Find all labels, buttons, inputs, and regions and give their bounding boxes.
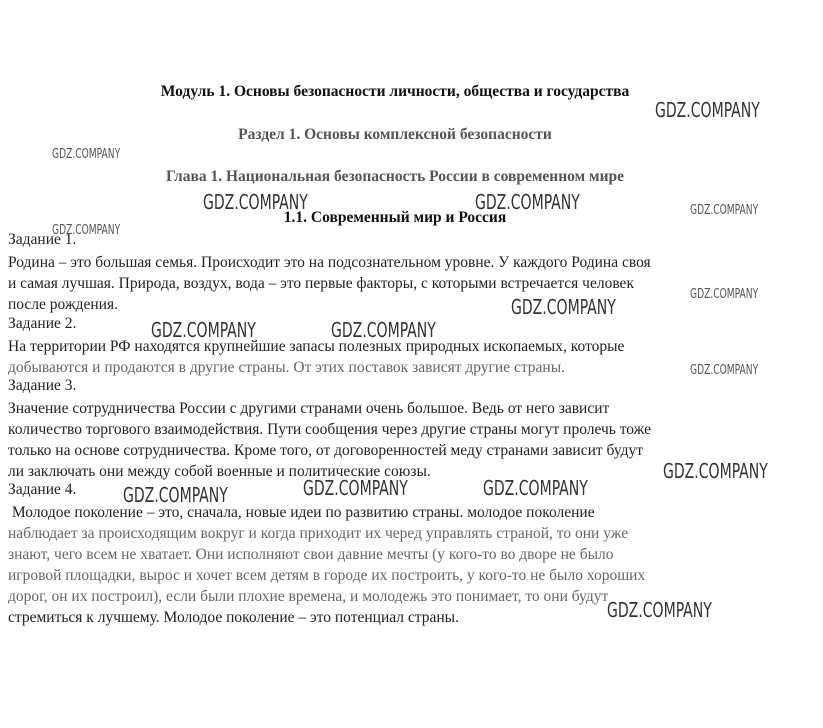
watermark: GDZ.COMPANY [690,287,759,302]
watermark: GDZ.COMPANY [690,203,759,218]
task-4-line-6: стремиться к лучшему. Молодое поколение – это потенциал страны. [8,609,459,626]
watermark: GDZ.COMPANY [123,483,228,507]
task-1-text [8,252,778,315]
watermark: GDZ.COMPANY [663,459,768,483]
task-2-text [8,336,778,378]
topic-heading: 1.1. Современный мир и Россия [283,209,507,226]
task-4-line-3: знают, чего всем не хватает. Они исполняют свои давние мечты (у кого-то во дворе не было [8,546,614,563]
watermark: GDZ.COMPANY [511,295,616,319]
module-heading: Модуль 1. Основы безопасности личности, общества и государства [160,83,630,100]
task-4-line-5: дорог, он их построил), если были плохие времена, и молодежь это понимает, то они будут [8,588,609,605]
chapter-heading: Глава 1. Национальная безопасность России в современном мире [165,168,625,185]
task-1-line-1: Родина – это большая семья. Происходит это на подсознательном уровне. У каждого Родина своя [8,254,651,271]
watermark: GDZ.COMPANY [690,363,759,378]
task-1-line-2: и самая лучшая. Природа, воздух, вода – это первые факторы, с которыми встречается человек [8,275,634,292]
task-4-line-4: игровой площадки, вырос и хочет всем детям в городе их построить, у кого-то не было хороших [8,567,646,584]
watermark: GDZ.COMPANY [203,190,308,214]
watermark: GDZ.COMPANY [151,318,256,342]
task-3-line-1: Значение сотрудничества России с другими странами очень большое. Ведь от него зависит [8,400,610,417]
section-heading: Раздел 1. Основы комплексной безопасности [238,126,552,143]
task-3-line-4: ли заключать они между собой военные и политические союзы. [8,463,431,480]
task-3-line-3: только на основе сотрудничества. Кроме того, от договоренностей меду странами зависит будут [8,442,644,459]
task-2-line-1: На территории РФ находятся крупнейшие запасы полезных природных ископаемых, которые [8,338,625,355]
task-1-line-3: после рождения. [8,296,118,313]
task-2-label: Задание 2. [8,315,77,332]
watermark: GDZ.COMPANY [331,318,436,342]
watermark: GDZ.COMPANY [483,476,588,500]
task-2-line-2: добываются и продаются в другие страны. От этих поставок зависят другие страны. [8,359,566,376]
task-1-label: Задание 1. [8,231,77,248]
watermark: GDZ.COMPANY [655,98,760,122]
task-4-line-1: Молодое поколение – это, сначала, новые идеи по развитию страны. молодое поколение [8,504,595,521]
task-4-label: Задание 4. [8,481,77,498]
task-4-line-2: наблюдает за происходящим вокруг и когда приходит их черед управлять страной, то они уже [8,525,629,542]
watermark: GDZ.COMPANY [607,598,712,622]
watermark: GDZ.COMPANY [475,190,580,214]
watermark: GDZ.COMPANY [52,223,121,238]
task-3-line-2: количество торгового взаимодействия. Пути сообщения через другие страны могут пролечь тоже [8,421,652,438]
watermark: GDZ.COMPANY [52,147,121,162]
watermark: GDZ.COMPANY [303,476,408,500]
task-3-label: Задание 3. [8,377,77,394]
